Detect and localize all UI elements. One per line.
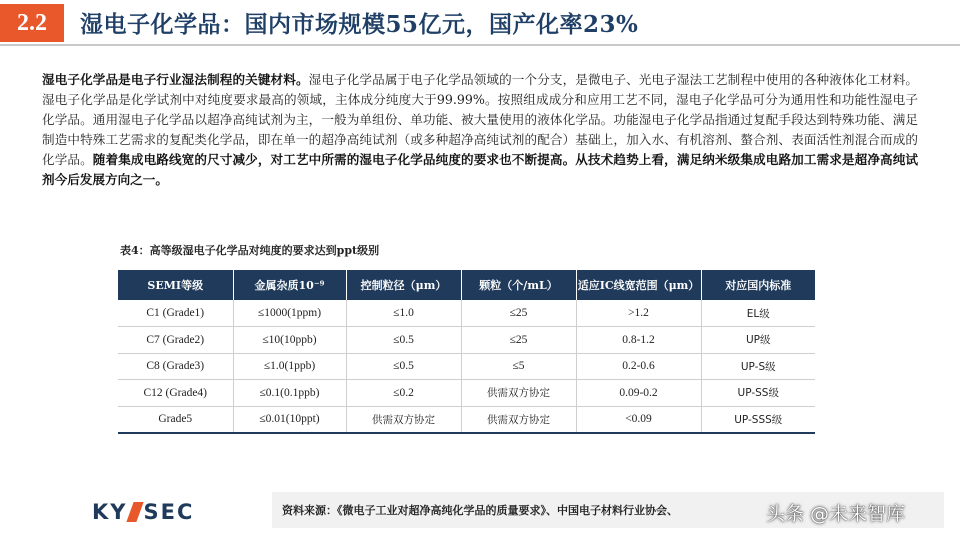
table-cell: ≤25	[461, 300, 576, 327]
table-cell: 供需双方协定	[461, 406, 576, 433]
table-cell: EL级	[701, 300, 815, 327]
table-cell: C12 (Grade4)	[118, 380, 233, 407]
table-cell: C1 (Grade1)	[118, 300, 233, 327]
table-cell: 0.2-0.6	[576, 353, 701, 380]
table-row	[118, 300, 815, 327]
table-cell: ≤0.2	[346, 380, 461, 407]
paragraph-body: 湿电子化学品属于电子化学品领域的一个分支，是微电子、光电子湿法工艺制程中使用的各种液体化工材料。湿电子化学品是化学试剂中对纯度要求最高的领域，主体成分纯度大于99.99%。按照组成成分和应用工艺不同，湿电子化学品可分为通用性和功能性湿电子化学品。通用湿电子化学品以超净高纯试剂为主，一般为单组份、单功能、被大量使用的液体化学品。功能湿电子化学品指通过复配手段达到特殊功能、满足制造中特殊工艺需求的复配类化学品，即在单一的超净高纯试剂（或多种超净高纯试剂的配合）基础上，加入水、有机溶剂、螯合剂、表面活性剂混合而成的化学品。	[42, 72, 919, 167]
table-row	[118, 380, 815, 407]
table-cell: UP级	[701, 327, 815, 354]
table-cell: ≤0.1(0.1ppb)	[233, 380, 346, 407]
table-cell: 供需双方协定	[461, 380, 576, 407]
purity-spec-table	[118, 270, 815, 434]
header	[0, 0, 960, 46]
table-cell: ≤0.5	[346, 327, 461, 354]
column-header: SEMI等级	[118, 270, 233, 300]
column-header: 适应IC线宽范围（μm）	[576, 270, 701, 300]
header-divider	[0, 44, 960, 46]
table-cell: 0.8-1.2	[576, 327, 701, 354]
logo-text-right: SEC	[143, 500, 195, 524]
body-paragraph	[42, 70, 918, 190]
table-cell: <0.09	[576, 406, 701, 433]
table-cell: UP-SSS级	[701, 406, 815, 433]
table-cell: UP-S级	[701, 353, 815, 380]
table-cell: ≤0.01(10ppt)	[233, 406, 346, 433]
table-cell: ≤1.0	[346, 300, 461, 327]
column-header: 金属杂质10⁻⁹	[233, 270, 346, 300]
table-row	[118, 353, 815, 380]
kysec-logo	[92, 496, 194, 528]
table-cell: 0.09-0.2	[576, 380, 701, 407]
table-cell: ≤10(10ppb)	[233, 327, 346, 354]
table-row	[118, 406, 815, 433]
table-cell: 供需双方协定	[346, 406, 461, 433]
table-cell: >1.2	[576, 300, 701, 327]
watermark: 头条 @未来智库	[766, 503, 906, 525]
logo-text-left: KY	[92, 500, 128, 524]
page-title: 湿电子化学品：国内市场规模55亿元，国产化率23%	[80, 11, 639, 38]
table-row	[118, 327, 815, 354]
table-cell: C7 (Grade2)	[118, 327, 233, 354]
table-cell: ≤1000(1ppm)	[233, 300, 346, 327]
tail-bold-sentence: 随着集成电路线宽的尺寸减少，对工艺中所需的湿电子化学品纯度的要求也不断提高。从技术趋势上看，满足纳米级集成电路加工需求是超净高纯试剂今后发展方向之一。	[42, 152, 919, 187]
column-header: 颗粒（个/mL）	[461, 270, 576, 300]
lead-bold-sentence: 湿电子化学品是电子行业湿法制程的关键材料。	[42, 72, 309, 87]
table-cell: ≤1.0(1ppb)	[233, 353, 346, 380]
table-caption: 表4：高等级湿电子化学品对纯度的要求达到ppt级别	[120, 244, 380, 257]
table-cell: ≤0.5	[346, 353, 461, 380]
section-number: 2.2	[0, 4, 64, 42]
column-header: 对应国内标准	[701, 270, 815, 300]
logo-slash-mark	[127, 502, 144, 522]
column-header: 控制粒径（μm）	[346, 270, 461, 300]
table-cell: ≤25	[461, 327, 576, 354]
table-cell: ≤5	[461, 353, 576, 380]
table-header-row	[118, 270, 815, 300]
table-cell: UP-SS级	[701, 380, 815, 407]
table-cell: Grade5	[118, 406, 233, 433]
source-citation: 资料来源：《微电子工业对超净高纯化学品的质量要求》、中国电子材料行业协会、	[282, 504, 678, 517]
table-cell: C8 (Grade3)	[118, 353, 233, 380]
